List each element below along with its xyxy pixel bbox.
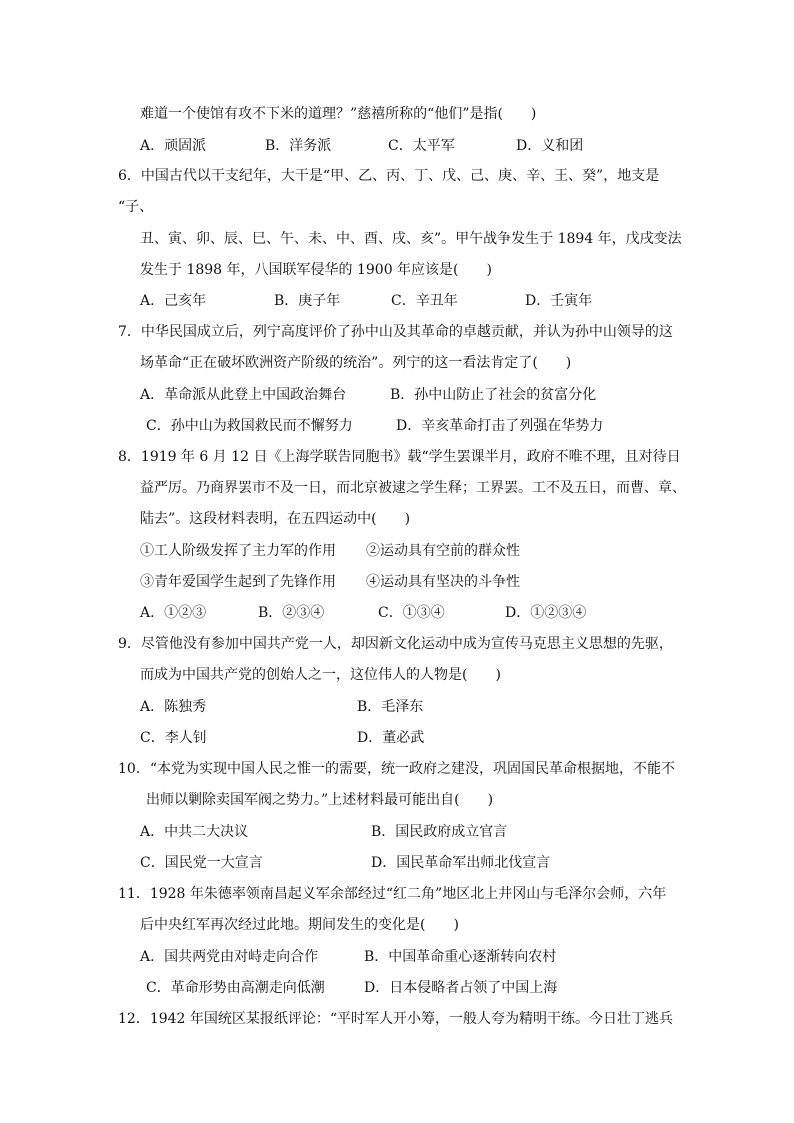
q7-option-b[interactable]: B．孙中山防止了社会的贫富分化: [390, 387, 597, 403]
q8-option-c[interactable]: C．①③④: [378, 605, 445, 621]
q9-option-c[interactable]: C．李人钊: [140, 730, 207, 746]
q6-option-a[interactable]: A．己亥年: [140, 293, 207, 309]
q7-option-a[interactable]: A．革命派从此登上中国政治舞台: [140, 387, 347, 403]
q5-stem: 难道一个使馆有攻不下米的道理？”慈禧所称的“他们”是指( ): [140, 106, 537, 122]
q8-statement-4: ④运动具有坚决的斗争性: [366, 574, 520, 590]
q8-statement-2: ②运动具有空前的群众性: [366, 543, 520, 559]
q9-stem-line1: 9．尽管他没有参加中国共产党一人，却因新文化运动中成为宣传马克思主义思想的先驱，: [118, 636, 673, 652]
q6-stem-line2: “子、: [118, 199, 154, 215]
q5-option-d[interactable]: D．义和团: [516, 138, 584, 154]
q6-stem-line1: 6．中国古代以干支纪年，大干是“甲、乙、丙、丁、戊、己、庚、辛、王、癸”，地支是: [118, 168, 660, 184]
q9-option-d[interactable]: D．董必武: [357, 730, 425, 746]
q10-stem-line2: 出师以剿除卖国军阀之势力。”上述材料最可能出自( ): [146, 792, 494, 808]
q6-stem-line3: 丑、寅、卯、辰、巳、午、未、中、酉、戌、亥”。甲午战争发生于 1894 年，戊戌变法: [140, 231, 682, 247]
q7-option-c[interactable]: C．孙中山为救国救民而不懈努力: [146, 418, 353, 434]
q11-option-a[interactable]: A．国共两党由对峙走向合作: [140, 949, 319, 965]
q11-option-c[interactable]: C．革命形势由高潮走向低潮: [146, 980, 325, 996]
q12-stem-line1: 12．1942 年国统区某报纸评论：“平时军人开小筹，一般人夸为精明干练。今日壮丁逃兵: [118, 1011, 674, 1027]
q9-stem-line2: 而成为中国共产党的创始人之一，这位伟人的人物是( ): [140, 667, 501, 683]
q11-stem-line2: 后中央红军再次经过此地。期间发生的变化是( ): [140, 917, 459, 933]
q7-stem-line2: 场革命“正在破坏欧洲资产阶级的统治”。列宁的这一看法肯定了( ): [140, 355, 572, 371]
q5-option-c[interactable]: C．太平军: [388, 138, 455, 154]
q8-option-a[interactable]: A．①②③: [140, 605, 207, 621]
q10-option-d[interactable]: D．国民革命军出师北伐宣言: [371, 855, 551, 871]
q6-option-d[interactable]: D．壬寅年: [525, 293, 593, 309]
q8-option-b[interactable]: B．②③④: [258, 605, 325, 621]
q7-option-d[interactable]: D．辛亥革命打击了列强在华势力: [396, 418, 604, 434]
q5-option-b[interactable]: B．洋务派: [265, 138, 332, 154]
q6-option-c[interactable]: C．辛丑年: [391, 293, 458, 309]
q6-option-b[interactable]: B．庚子年: [274, 293, 341, 309]
q7-stem-line1: 7．中华民国成立后，列宁高度评价了孙中山及其革命的卓越贡献，并认为孙中山领导的这: [118, 324, 673, 340]
q8-statement-3: ③青年爱国学生起到了先锋作用: [140, 574, 336, 590]
q8-stem-line3: 陆去”。这段材料表明，在五四运动中( ): [140, 511, 411, 527]
q6-stem-line4: 发生于 1898 年，八国联军侵华的 1900 年应该是( ): [140, 262, 492, 278]
q11-stem-line1: 11．1928 年朱德率领南昌起义军余部经过“红二角”地区北上井冈山与毛泽尔会师，六年: [118, 886, 667, 902]
q8-option-d[interactable]: D．①②③④: [505, 605, 587, 621]
q8-stem-line2: 益严厉。乃商界罢市不及一日，而北京被逮之学生释；工界罢。工不及五日，而曹、章、: [140, 480, 686, 496]
q8-statement-1: ①工人阶级发挥了主力军的作用: [140, 543, 336, 559]
q5-option-a[interactable]: A．顽固派: [140, 138, 207, 154]
q11-option-d[interactable]: D．日本侵略者占领了中国上海: [364, 980, 558, 996]
q10-option-b[interactable]: B．国民政府成立官言: [371, 824, 508, 840]
q8-stem-line1: 8．1919 年 6 月 12 日《上海学联告同胞书》载“学生罢课半月，政府不唯不理，且对待日: [118, 449, 681, 465]
q11-option-b[interactable]: B．中国革命重心逐渐转向农村: [364, 949, 557, 965]
q10-option-a[interactable]: A．中共二大决议: [140, 824, 249, 840]
q9-option-b[interactable]: B．毛泽东: [357, 699, 424, 715]
q9-option-a[interactable]: A．陈独秀: [140, 699, 207, 715]
q10-option-c[interactable]: C．国民党一大宣言: [140, 855, 263, 871]
q10-stem-line1: 10．“本党为实现中国人民之惟一的需要，统一政府之建没，巩固国民革命根据地，不能不: [118, 761, 675, 777]
